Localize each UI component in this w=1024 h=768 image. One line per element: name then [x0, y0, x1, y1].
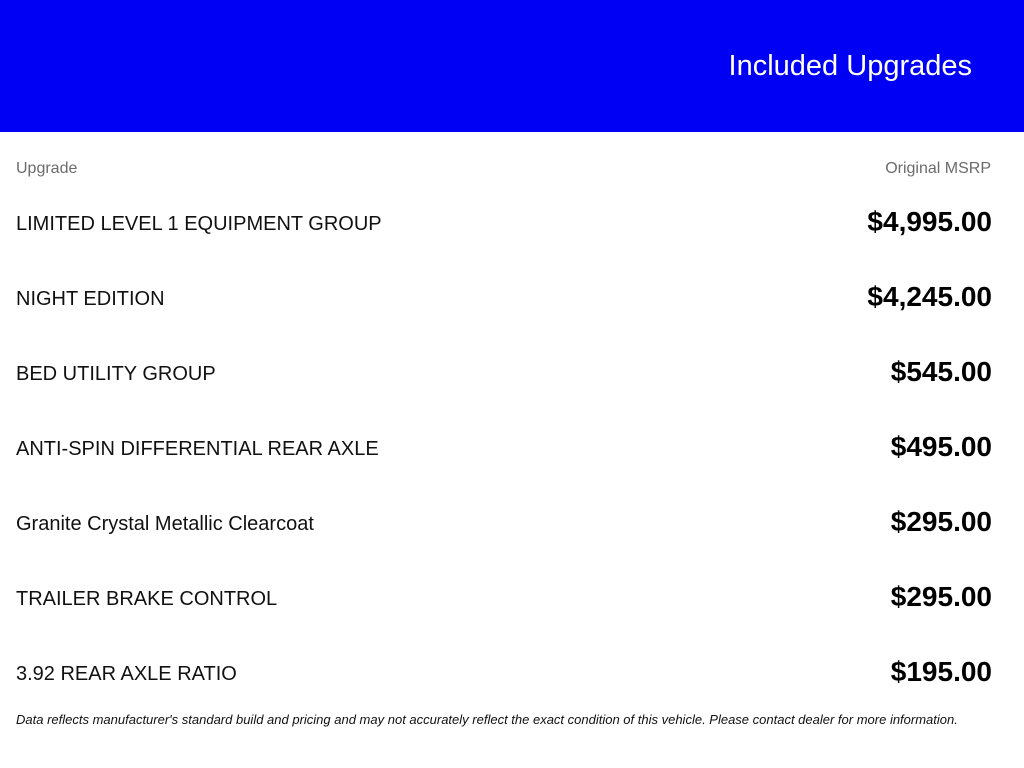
upgrade-price: $4,995.00 [867, 206, 992, 237]
header-banner [0, 0, 1024, 132]
upgrade-name: TRAILER BRAKE CONTROL [16, 588, 278, 610]
list-item [16, 410, 992, 485]
upgrade-list [16, 185, 992, 710]
upgrade-name: ANTI-SPIN DIFFERENTIAL REAR AXLE [16, 438, 379, 460]
column-header-msrp: Original MSRP [885, 160, 991, 177]
upgrade-name: BED UTILITY GROUP [16, 363, 216, 385]
upgrade-name: 3.92 REAR AXLE RATIO [16, 663, 237, 685]
upgrade-price: $195.00 [890, 656, 992, 687]
column-header-upgrade: Upgrade [16, 160, 78, 177]
list-item [16, 185, 992, 260]
upgrade-price: $4,245.00 [867, 281, 992, 312]
upgrade-name: NIGHT EDITION [16, 288, 165, 310]
upgrade-price: $295.00 [890, 506, 992, 537]
column-headers [16, 160, 992, 180]
upgrade-name: Granite Crystal Metallic Clearcoat [16, 513, 314, 535]
upgrade-price: $495.00 [890, 431, 992, 462]
list-item [16, 485, 992, 560]
list-item [16, 335, 992, 410]
upgrade-price: $295.00 [890, 581, 992, 612]
upgrade-name: LIMITED LEVEL 1 EQUIPMENT GROUP [16, 213, 382, 235]
list-item [16, 635, 992, 710]
upgrade-price: $545.00 [890, 356, 992, 387]
page-title: Included Upgrades [728, 50, 972, 82]
list-item [16, 560, 992, 635]
list-item [16, 260, 992, 335]
disclaimer-text: Data reflects manufacturer's standard build and pricing and may not accurately reflect the exact condition of this vehicle. Please contact dealer for more information. [16, 712, 958, 727]
